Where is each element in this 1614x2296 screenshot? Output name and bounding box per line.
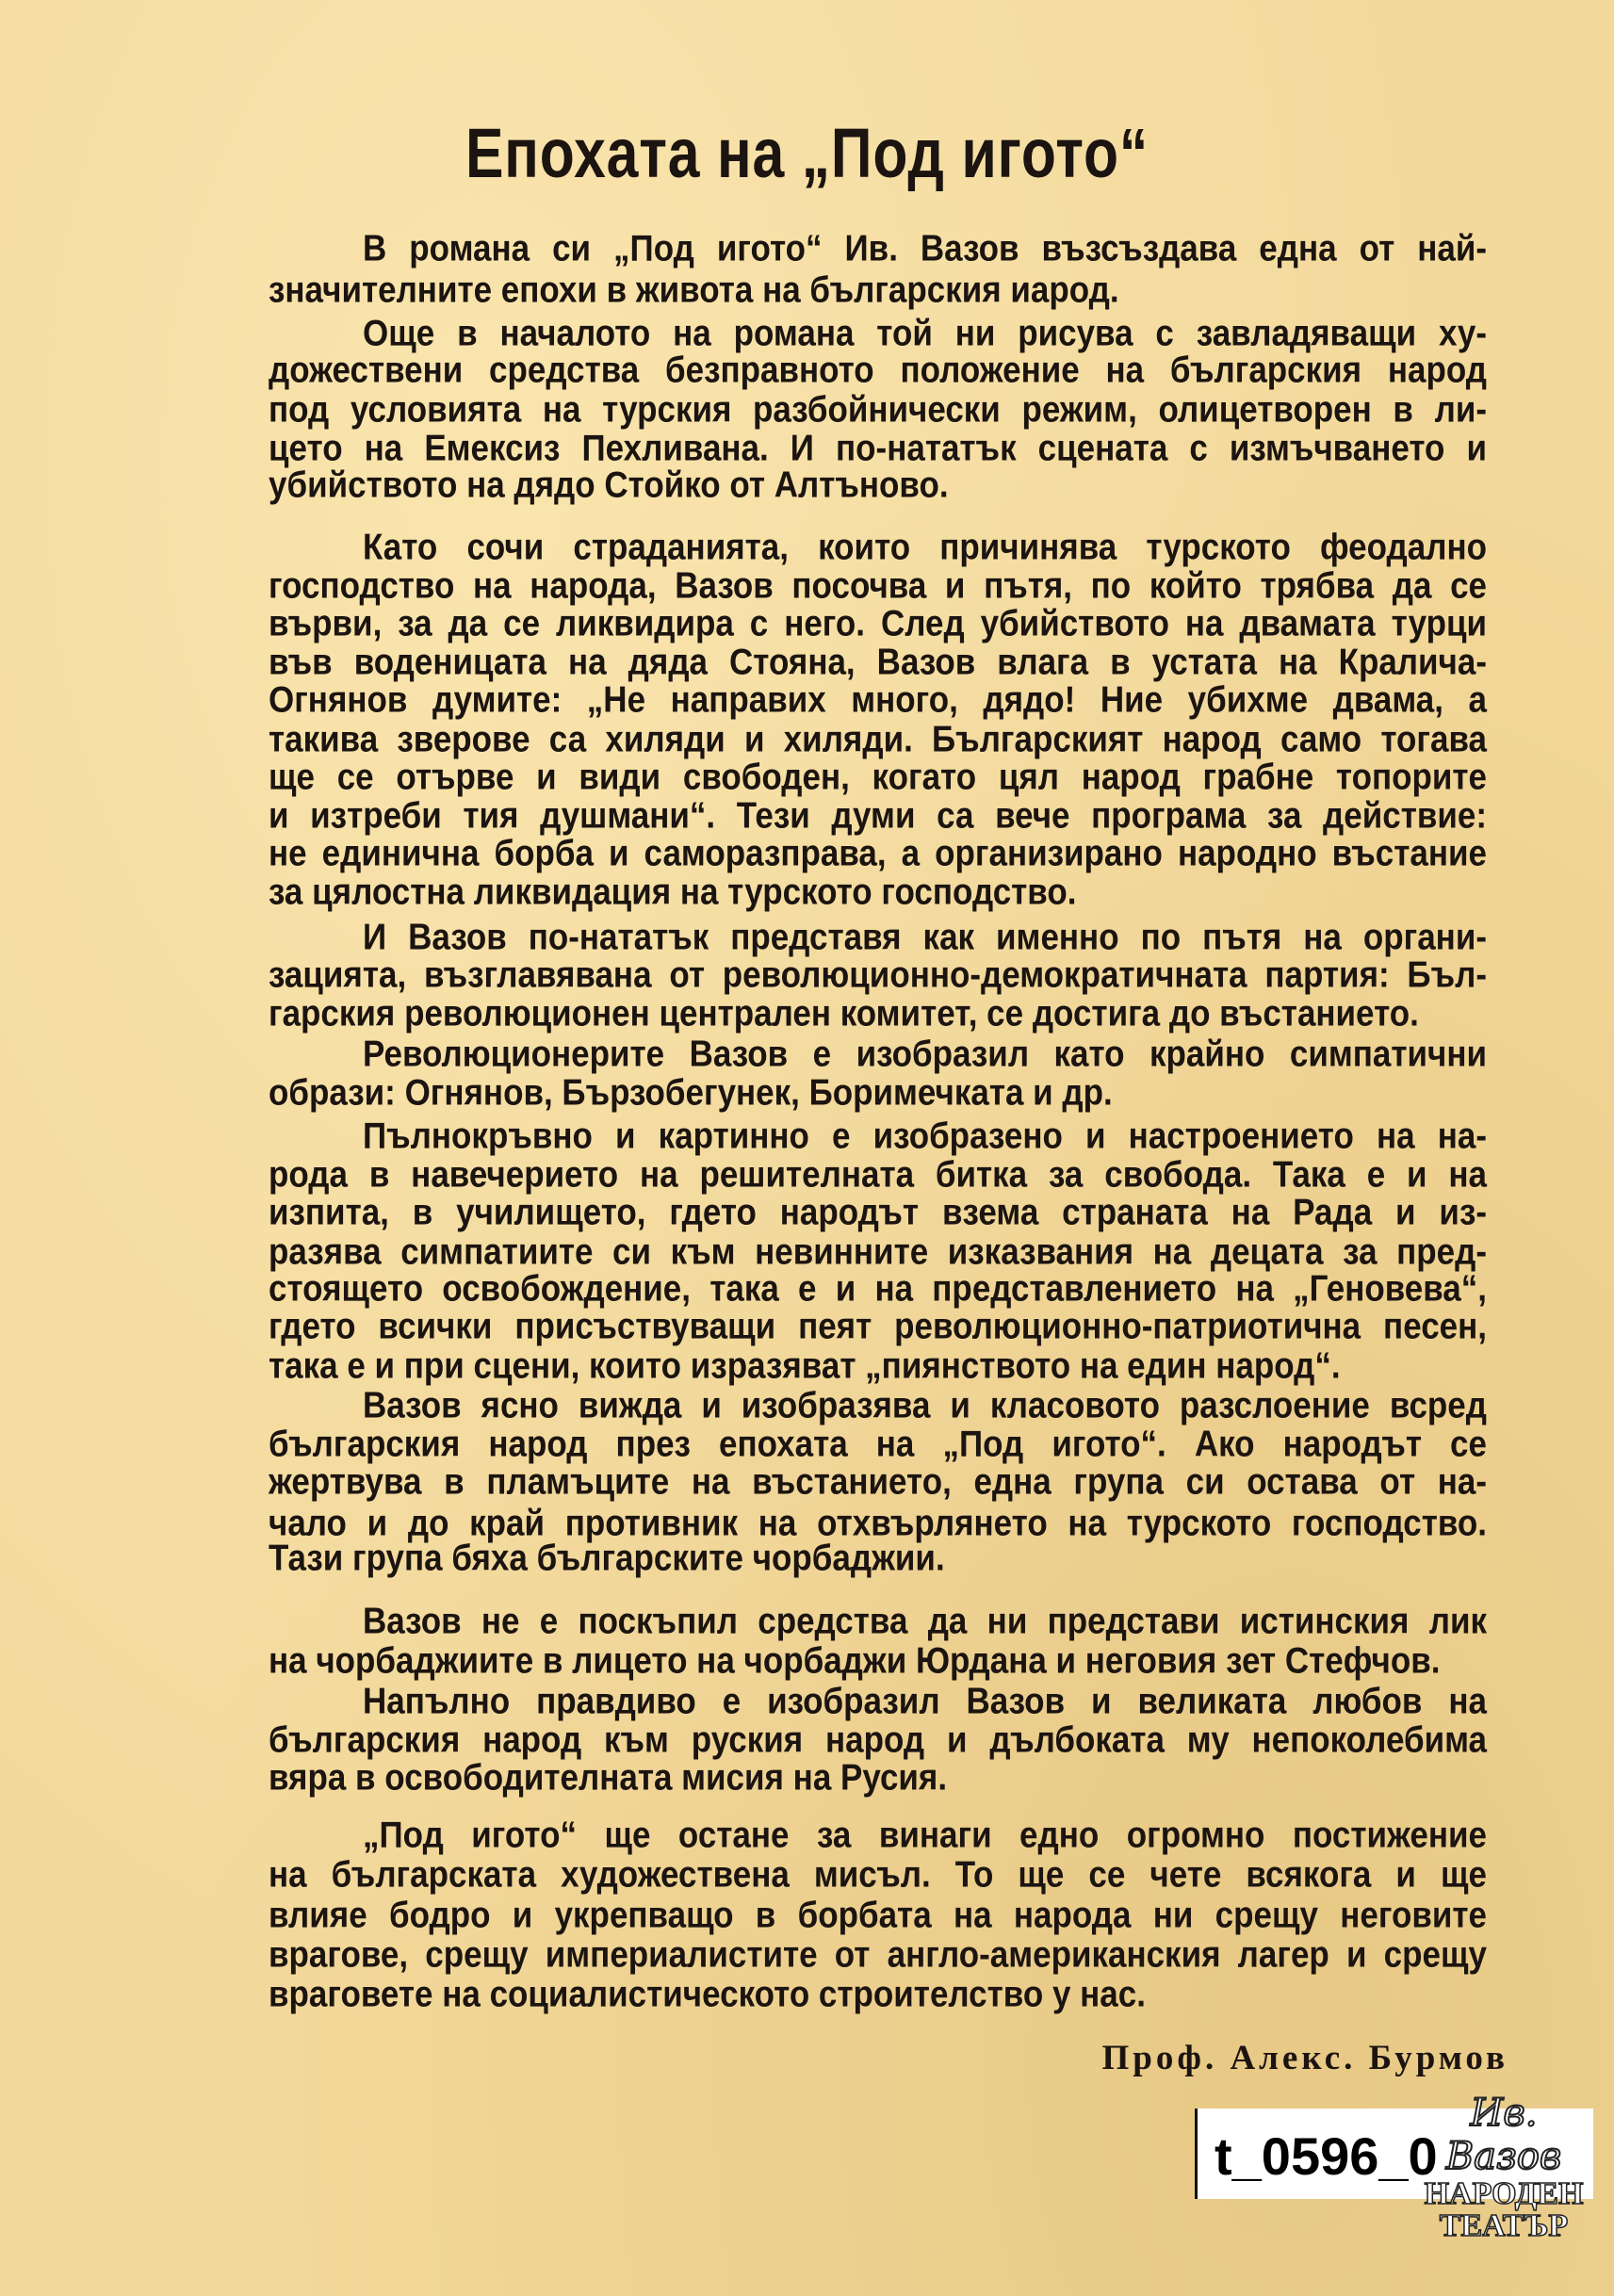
text-line: Още в началото на романа той ни рисува с завладяващи ху- — [363, 312, 1487, 354]
text-line: българския народ през епохата на „Под игото“. Ако народът се — [269, 1423, 1487, 1465]
text-line: враговете на социалистическото строителство у нас. — [269, 1973, 1146, 2015]
text-line: разява симпатиите си към невинните изказвания на децата за пред- — [269, 1230, 1487, 1273]
text-line: Огнянов думите: „Не направих много, дядо! Ние убихме двама, а — [269, 678, 1487, 721]
text-line: изпита, в училището, гдето народът взема страната на Рада и из- — [269, 1191, 1487, 1233]
text-line: гарския революционен централен комитет, се достига до въстанието. — [269, 992, 1419, 1034]
text-line: В романа си „Под игото“ Ив. Вазов възсъздава една от най- — [363, 227, 1487, 269]
text-line: господство на народа, Вазов посочва и пътя, по който трябва да се — [269, 564, 1487, 607]
text-line: за цялостна ликвидация на турското господство. — [269, 871, 1077, 913]
text-line: под условията на турския разбойнически режим, олицетворен в ли- — [269, 388, 1487, 431]
text-line: значителните епохи в живота на българския иарод. — [269, 269, 1119, 311]
text-line: Вазов не е поскъпил средства да ни представи истинския лик — [363, 1600, 1487, 1642]
archive-code: t_0596_0 — [1215, 2126, 1438, 2186]
national-theatre-logo — [1414, 2092, 1593, 2243]
text-line: гдето всички присъствуващи пеят революционно-патриотична песен, — [269, 1305, 1487, 1347]
text-line: убийството на дядо Стойко от Алтъново. — [269, 464, 949, 506]
text-line: така е и при сцени, които изразяват „пиянството на един народ“. — [269, 1344, 1341, 1387]
text-line: и изтреби тия душмани“. Тези думи са вече програма за действие: — [269, 794, 1487, 837]
text-line: Вазов ясно вижда и изобразява и класовото разслоение всред — [363, 1384, 1487, 1426]
text-line: на чорбаджиите в лицето на чорбаджи Юрдана и неговия зет Стефчов. — [269, 1639, 1441, 1682]
document-title: Епохата на „Под игото“ — [465, 114, 1149, 192]
text-line: на българската художествена мисъл. То ще се чете всякога и ще — [269, 1853, 1487, 1896]
text-line: не единична борба и саморазправа, а организирано народно въстание — [269, 832, 1487, 874]
archive-label — [1195, 2092, 1593, 2243]
text-line: зацията, възглавявана от революционно-демократичната партия: Бъл- — [269, 953, 1487, 996]
text-line: Напълно правдиво е изобразил Вазов и великата любов на — [363, 1680, 1487, 1722]
text-line: такива зверове са хиляди и хиляди. Българският народ само тогава — [269, 718, 1487, 760]
text-line: вяра в освободителната мисия на Русия. — [269, 1756, 948, 1799]
text-line: рода в навечерието на решителната битка за свобода. Така е и на — [269, 1153, 1487, 1196]
author-signature: Проф. Алекс. Бурмов — [1101, 2039, 1508, 2077]
text-line: Пълнокръвно и картинно е изобразено и настроението на на- — [363, 1115, 1487, 1157]
text-line: „Под игото“ ще остане за винаги едно огромно постижение — [363, 1814, 1487, 1856]
text-line: ще се отърве и види свободен, когато цял народ грабне топорите — [269, 756, 1487, 798]
text-line: чало и до край противник на отхвърлянето на турското господство. — [269, 1502, 1487, 1544]
text-line: във воденицата на дяда Стояна, Вазов влага в устата на Кралича- — [269, 641, 1487, 683]
text-line: И Вазов по-нататък представя как именно по пътя на органи- — [363, 916, 1487, 958]
text-line: върви, за да се ликвидира с него. След убийството на двамата турци — [269, 602, 1487, 644]
text-line: Като сочи страданията, които причинява турското феодално — [363, 526, 1487, 568]
logo-line-2: ТЕАТЪР — [1439, 2208, 1569, 2243]
text-line: цето на Емексиз Пехливана. И по-нататък сцената с измъчването и — [269, 427, 1487, 469]
text-line: врагове, срещу империалистите от англо-американския лагер и срещу — [269, 1933, 1487, 1976]
text-line: Тази група бяха българските чорбаджии. — [269, 1537, 945, 1579]
text-line: стоящето освобождение, така е и на представлението на „Геновева“, — [269, 1267, 1487, 1310]
text-line: влияе бодро и укрепващо в борбата на народа ни срещу неговите — [269, 1894, 1487, 1936]
logo-signature: Ив. Вазов — [1445, 2092, 1562, 2178]
text-line: жертвува в пламъците на въстанието, една група си остава от на- — [269, 1460, 1487, 1503]
text-line: българския народ към руския народ и дълбоката му непоколебима — [269, 1718, 1487, 1761]
text-line: дожествени средства безправното положение на българския народ — [269, 349, 1487, 391]
text-line: образи: Огнянов, Бързобегунек, Боримечката и др. — [269, 1071, 1113, 1114]
text-line: Революционерите Вазов е изобразил като крайно симпатични — [363, 1033, 1487, 1075]
logo-line-1: НАРОДЕН — [1424, 2176, 1584, 2211]
